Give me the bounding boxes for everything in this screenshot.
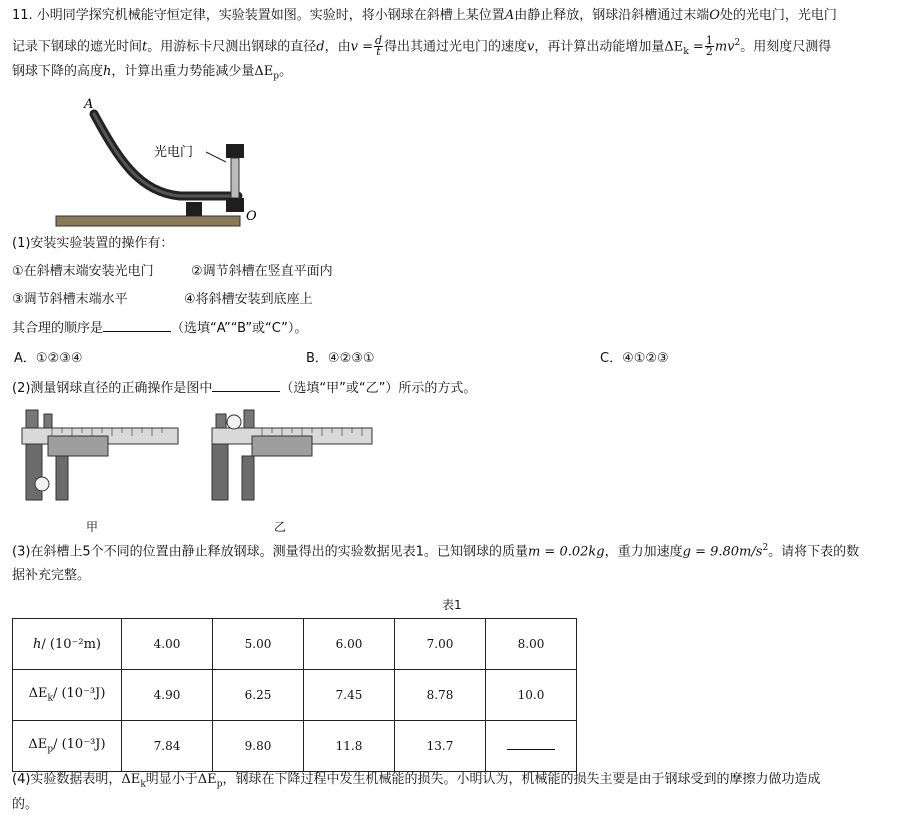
var-ep: ΔE [254, 64, 274, 79]
part1-op1: ①在斜槽末端安装光电门 [12, 264, 154, 279]
vernier-slider [48, 436, 108, 456]
part3-text: (3)在斜槽上5个不同的位置由静止释放钢球。测量得出的实验数据见表1。已知钢球的质量 [12, 544, 528, 560]
stem-text: 。 [279, 64, 293, 79]
table-row [13, 619, 577, 670]
ep-sub: p [47, 744, 54, 755]
table-cell: 13.7 [395, 721, 486, 772]
stem-text: ，由 [324, 39, 351, 55]
stem-text: ，计算出重力势能减少量 [111, 64, 255, 79]
fraction-denominator: t [376, 45, 381, 59]
label-a: A [84, 97, 94, 112]
table-cell: 7.45 [304, 670, 395, 721]
question-line-1 [12, 6, 837, 26]
formula-half [705, 36, 714, 57]
photogate-post [231, 158, 239, 198]
vernier-slider [252, 436, 312, 456]
option-a[interactable]: A．①②③④ [14, 351, 83, 366]
fraction-denominator: 2 [705, 45, 713, 59]
question-line-3 [12, 62, 292, 87]
stem-text: 处的光电门，光电门 [719, 8, 837, 23]
table-title: 表1 [442, 598, 462, 612]
stem-text: 钢球下降的高度 [12, 64, 104, 79]
ask-text: 其合理的顺序是 [12, 321, 104, 336]
steel-ball [35, 477, 49, 491]
formula-ek-sub: k [683, 46, 689, 57]
moving-jaw-upper [44, 414, 52, 428]
table-cell: 11.8 [304, 721, 395, 772]
gravity-sup: 2 [762, 543, 769, 553]
fixed-jaw-lower [212, 444, 228, 500]
table-cell: 6.00 [304, 619, 395, 670]
option-b[interactable]: B．④②③① [306, 351, 375, 366]
steel-ball [227, 415, 241, 429]
ek-sub: k [140, 779, 146, 790]
table-cell: 7.00 [395, 619, 486, 670]
var-ep-sub: p [273, 71, 280, 82]
formula-mv: mv [714, 39, 735, 55]
fixed-jaw-upper [216, 414, 226, 428]
part1-op4: ④将斜槽安装到底座上 [184, 292, 313, 307]
blank-underline [507, 739, 555, 750]
var-d: d [316, 39, 325, 55]
moving-jaw-upper [244, 410, 254, 428]
stem-text: 。用游标卡尺测出钢球的直径 [147, 39, 317, 55]
ask-text: (2)测量钢球直径的正确操作是图中 [12, 381, 213, 396]
formula-v-fraction [374, 36, 383, 57]
part1-op3: ③调节斜槽末端水平 [12, 292, 128, 307]
var-h: h [103, 64, 112, 79]
h-symbol: h [33, 636, 42, 652]
table-cell: 9.80 [213, 721, 304, 772]
table-cell: 6.25 [213, 670, 304, 721]
answer-blank-2[interactable] [212, 378, 280, 392]
table-cell: 4.90 [122, 670, 213, 721]
formula-ek: ΔE [664, 39, 684, 55]
fraction-numerator: d [374, 34, 383, 48]
row-header-ep [13, 721, 122, 772]
ep-unit: / (10⁻³J) [53, 737, 106, 753]
label-jia: 甲 [86, 520, 99, 534]
fixed-jaw-lower [26, 444, 42, 500]
caliper-yi-figure [202, 406, 376, 506]
ep-symbol: ΔE [28, 737, 48, 753]
option-c[interactable]: C．④①②③ [600, 351, 669, 366]
part3-text: 。请将下表的数 [768, 544, 860, 560]
stem-text: 记录下钢球的遮光时间 [12, 39, 143, 55]
support-block [186, 202, 202, 216]
part3-line-1 [12, 538, 859, 562]
row-header-ek [13, 670, 122, 721]
table-cell: 5.00 [213, 619, 304, 670]
h-unit: / (10⁻²m) [41, 636, 101, 652]
ask-text: （选填“A”“B”或“C”）。 [171, 321, 308, 336]
label-photogate: 光电门 [154, 145, 194, 160]
table-row [13, 721, 577, 772]
part2-ask [12, 378, 476, 399]
question-line-2 [12, 33, 831, 62]
gravity-value: g = 9.80m/s [682, 544, 763, 560]
ek-unit: / (10⁻³J) [52, 686, 106, 702]
answer-blank-3[interactable] [486, 721, 577, 772]
stem-text: 11. 小明同学探究机械能守恒定律，实验装置如图。实验时，将小钢球在斜槽上某位置 [12, 8, 505, 23]
part1-intro: (1)安装实验装置的操作有： [12, 236, 174, 251]
var-t: t [142, 39, 148, 55]
var-a: A [504, 8, 515, 23]
moving-jaw-lower [56, 456, 68, 500]
part4-line-1 [12, 770, 820, 795]
ek-symbol: ΔE [121, 772, 141, 787]
ep-sub: p [216, 779, 223, 790]
moving-jaw-lower [242, 456, 254, 500]
part4-text: ，钢球在下降过程中发生机械能的损失。小明认为，机械能的损失主要是由于钢球受到的摩擦力做功造成 [222, 772, 821, 787]
label-o: O [246, 209, 257, 224]
ek-symbol: ΔE [28, 686, 48, 702]
apparatus-figure [50, 92, 270, 232]
table-cell: 8.78 [395, 670, 486, 721]
photogate-foot [226, 198, 244, 212]
var-o: O [709, 8, 720, 23]
table-cell: 7.84 [122, 721, 213, 772]
formula-eq: = [688, 39, 704, 55]
part4-text: 明显小于 [145, 772, 198, 787]
fixed-jaw-upper [26, 410, 38, 428]
caliper-jia-figure [12, 406, 182, 506]
row-header-h [13, 619, 122, 670]
label-yi: 乙 [274, 520, 287, 534]
base-board [56, 216, 240, 226]
table-cell: 8.00 [486, 619, 577, 670]
table-row [13, 670, 577, 721]
table-cell: 4.00 [122, 619, 213, 670]
part3-line-2: 据补充完整。 [12, 568, 91, 583]
stem-text: 。用刻度尺测得 [740, 39, 832, 55]
part1-ask [12, 318, 307, 339]
photogate-head [226, 144, 244, 158]
answer-blank-1[interactable] [103, 318, 171, 332]
fraction-numerator: 1 [705, 34, 713, 48]
stem-text: 得出其通过光电门的速度 [384, 39, 528, 55]
stem-text: 由静止释放，钢球沿斜槽通过末端 [514, 8, 710, 23]
ek-sub: k [47, 693, 53, 704]
part4-line-2: 的。 [12, 797, 39, 812]
data-table [12, 618, 577, 772]
ep-symbol: ΔE [197, 772, 217, 787]
table-cell: 10.0 [486, 670, 577, 721]
stem-text: ，再计算出动能增加量 [534, 39, 665, 55]
ask-text: （选填“甲”或“乙”）所示的方式。 [280, 381, 477, 396]
formula-square: 2 [734, 38, 741, 48]
part1-op2: ②调节斜槽在竖直平面内 [191, 264, 333, 279]
part4-text: (4)实验数据表明， [12, 772, 122, 787]
formula-v-lhs: v = [350, 39, 373, 55]
var-v: v [527, 39, 535, 55]
mass-value: m = 0.02kg [527, 544, 605, 560]
part3-text: ，重力加速度 [604, 544, 683, 560]
